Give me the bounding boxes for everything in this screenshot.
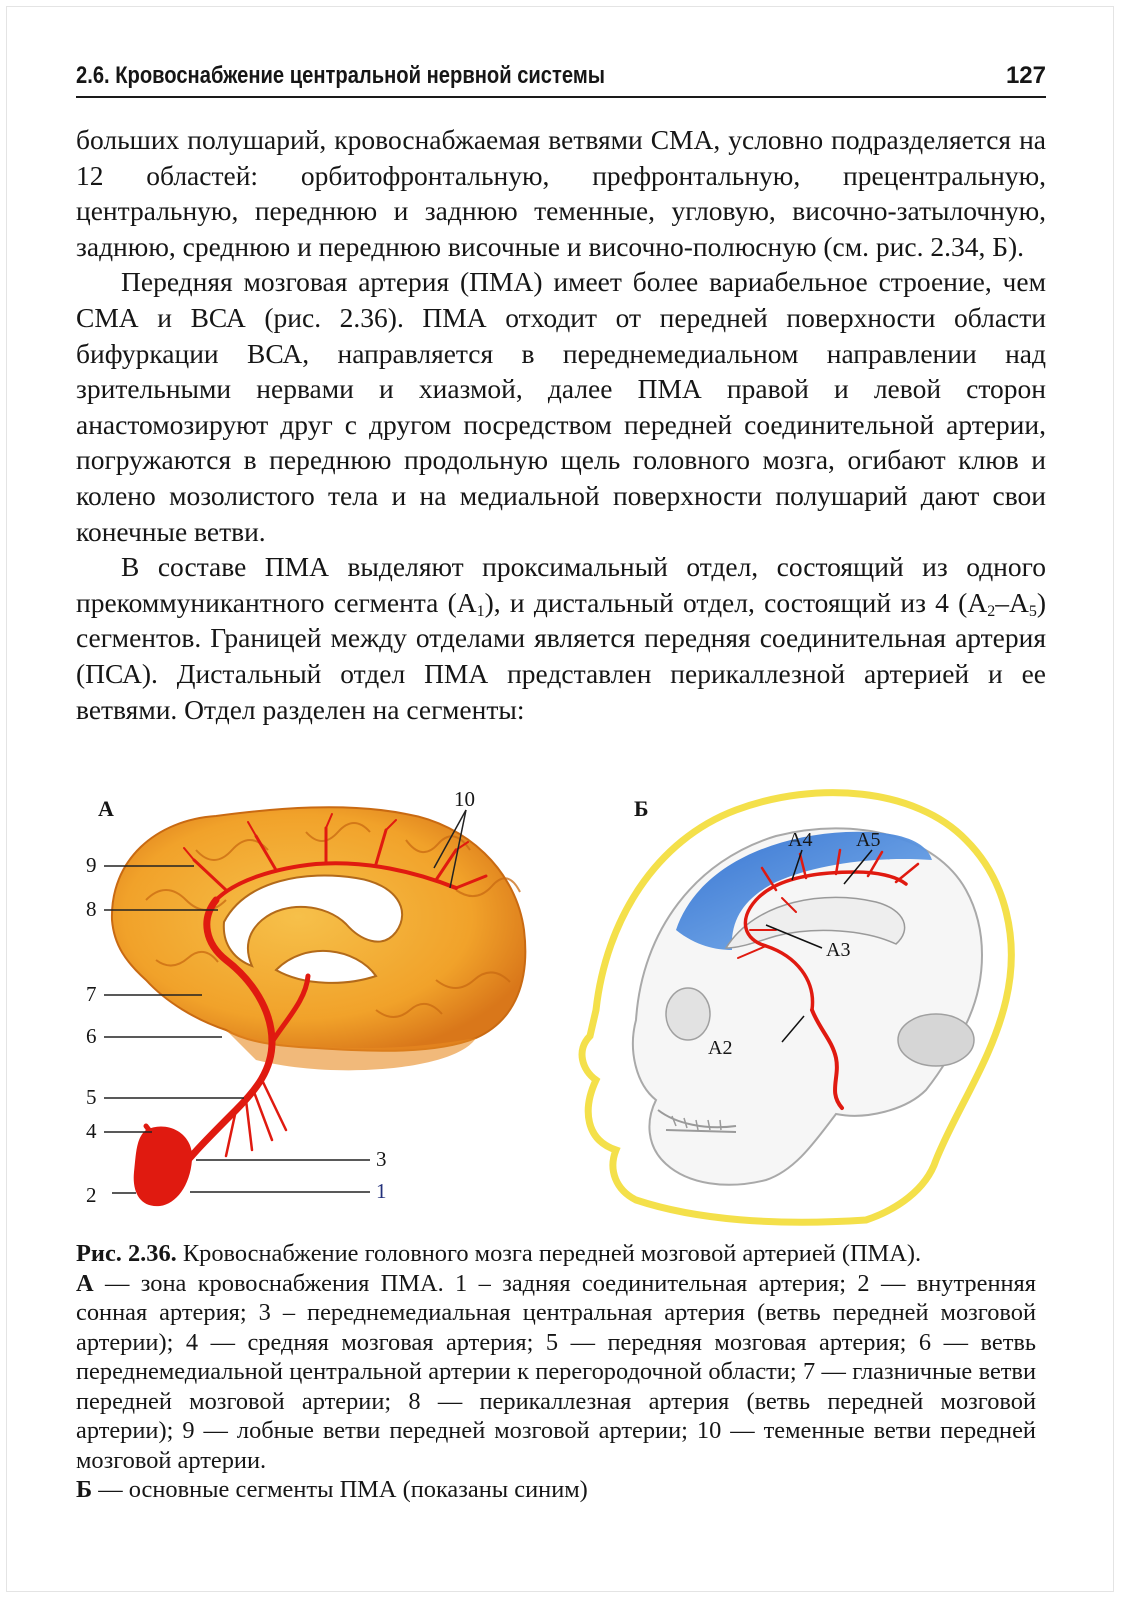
caption-panel-a xyxy=(76,1269,1036,1476)
paragraph-3 xyxy=(76,549,1046,727)
panel-b-drawing xyxy=(582,793,1011,1223)
figure-2-36 xyxy=(76,780,1056,1240)
label-9: 9 xyxy=(86,853,97,877)
paragraph-1: больших полушарий, кровоснабжаемая ветвями СМА, условно подразделяется на 12 областей: орбитофронтальную, префронтальную, прецентральную, центральную, переднюю и заднюю теменные, угловую, височно-затылочную, заднюю, среднюю и переднюю височные и височно-полюсную (см. рис. 2.34, Б). xyxy=(76,124,1046,262)
panel-b-label: Б xyxy=(634,796,649,821)
paragraph-3-part-d: ) сегментов. Границей между отделами является передняя соединительная артерия (ПСА). Дистальный отдел ПМА представлен перикаллезной артерией и ее ветвями. Отдел разделен на сегменты: xyxy=(76,586,1046,725)
subscript-2: 2 xyxy=(987,602,996,620)
segment-label-a2: А2 xyxy=(708,1037,733,1059)
subscript-5: 5 xyxy=(1028,602,1037,620)
caption-figure-number: Рис. 2.36. xyxy=(76,1240,177,1267)
subscript-1: 1 xyxy=(476,602,485,620)
section-title: 2.6. Кровоснабжение центральной нервной системы xyxy=(76,62,605,89)
paragraph-2: Передняя мозговая артерия (ПМА) имеет более вариабельное строение, чем СМА и ВСА (рис. 2.36). ПМА отходит от передней поверхности области бифуркации ВСА, направляется в переднемедиальном направлении над зрительными нервами и хиазмой, далее ПМА правой и левой сторон анастомозируют друг с другом посредством передней соединительной артерии, погружаются в переднюю продольную щель головного мозга, огибают клюв и колено мозолистого тела и на медиальной поверхности полушарий дают свои конечные ветви. xyxy=(76,266,1046,547)
caption-a-label: А xyxy=(76,1269,94,1297)
caption-title xyxy=(76,1239,1036,1269)
segment-label-a5: А5 xyxy=(856,829,881,851)
caption-title-text: Кровоснабжение головного мозга передней мозговой артерией (ПМА). xyxy=(176,1240,922,1267)
caption-panel-b xyxy=(76,1475,1036,1505)
orbit xyxy=(666,988,710,1040)
label-8: 8 xyxy=(86,897,97,921)
label-2: 2 xyxy=(86,1183,97,1207)
label-10: 10 xyxy=(454,787,475,811)
caption-b-text: — основные сегменты ПМА (показаны синим) xyxy=(92,1476,588,1503)
label-4: 4 xyxy=(86,1119,97,1143)
body-text xyxy=(76,122,1046,727)
brain-hemisphere xyxy=(112,807,525,1051)
segment-label-a4: А4 xyxy=(788,829,813,851)
label-6: 6 xyxy=(86,1024,97,1048)
figure-illustration xyxy=(76,780,1056,1240)
label-3: 3 xyxy=(376,1147,387,1171)
label-5: 5 xyxy=(86,1085,97,1109)
paragraph-3-part-c: –А xyxy=(995,586,1029,618)
caption-a-text: — зона кровоснабжения ПМА. 1 – задняя соединительная артерия; 2 — внутренняя сонная артерия; 3 – переднемедиальная центральная артерия (ветвь передней мозговой артерии); 4 — средняя мозговая артерия; 5 — передняя мозговая артерия; 6 — ветвь переднемедиальной центральной артерии к перегородочной области; 7 — глазничные ветви передней мозговой артерии; 8 — перикаллезная артерия (ветвь передней мозговой артерии); 9 — лобные ветви передней мозговой артерии; 10 — теменные ветви передней мозговой артерии. xyxy=(76,1269,1036,1474)
page-number: 127 xyxy=(1005,62,1046,89)
running-header xyxy=(76,58,1046,98)
paragraph-3-part-b: ), и дистальный отдел, состоящий из 4 (А xyxy=(484,586,988,618)
segment-label-a3: А3 xyxy=(826,939,851,961)
temporal-bone xyxy=(898,1014,974,1066)
label-1: 1 xyxy=(376,1179,387,1203)
paragraph-3-part-a: В составе ПМА выделяют проксимальный отдел, состоящий из одного прекоммуникантного сегмента (А xyxy=(76,551,1046,618)
panel-a-drawing xyxy=(86,787,525,1207)
label-7: 7 xyxy=(86,982,97,1006)
figure-caption xyxy=(76,1239,1036,1505)
panel-a-label: А xyxy=(98,796,114,821)
caption-b-label: Б xyxy=(76,1476,93,1503)
internal-carotid-artery xyxy=(134,1127,192,1207)
